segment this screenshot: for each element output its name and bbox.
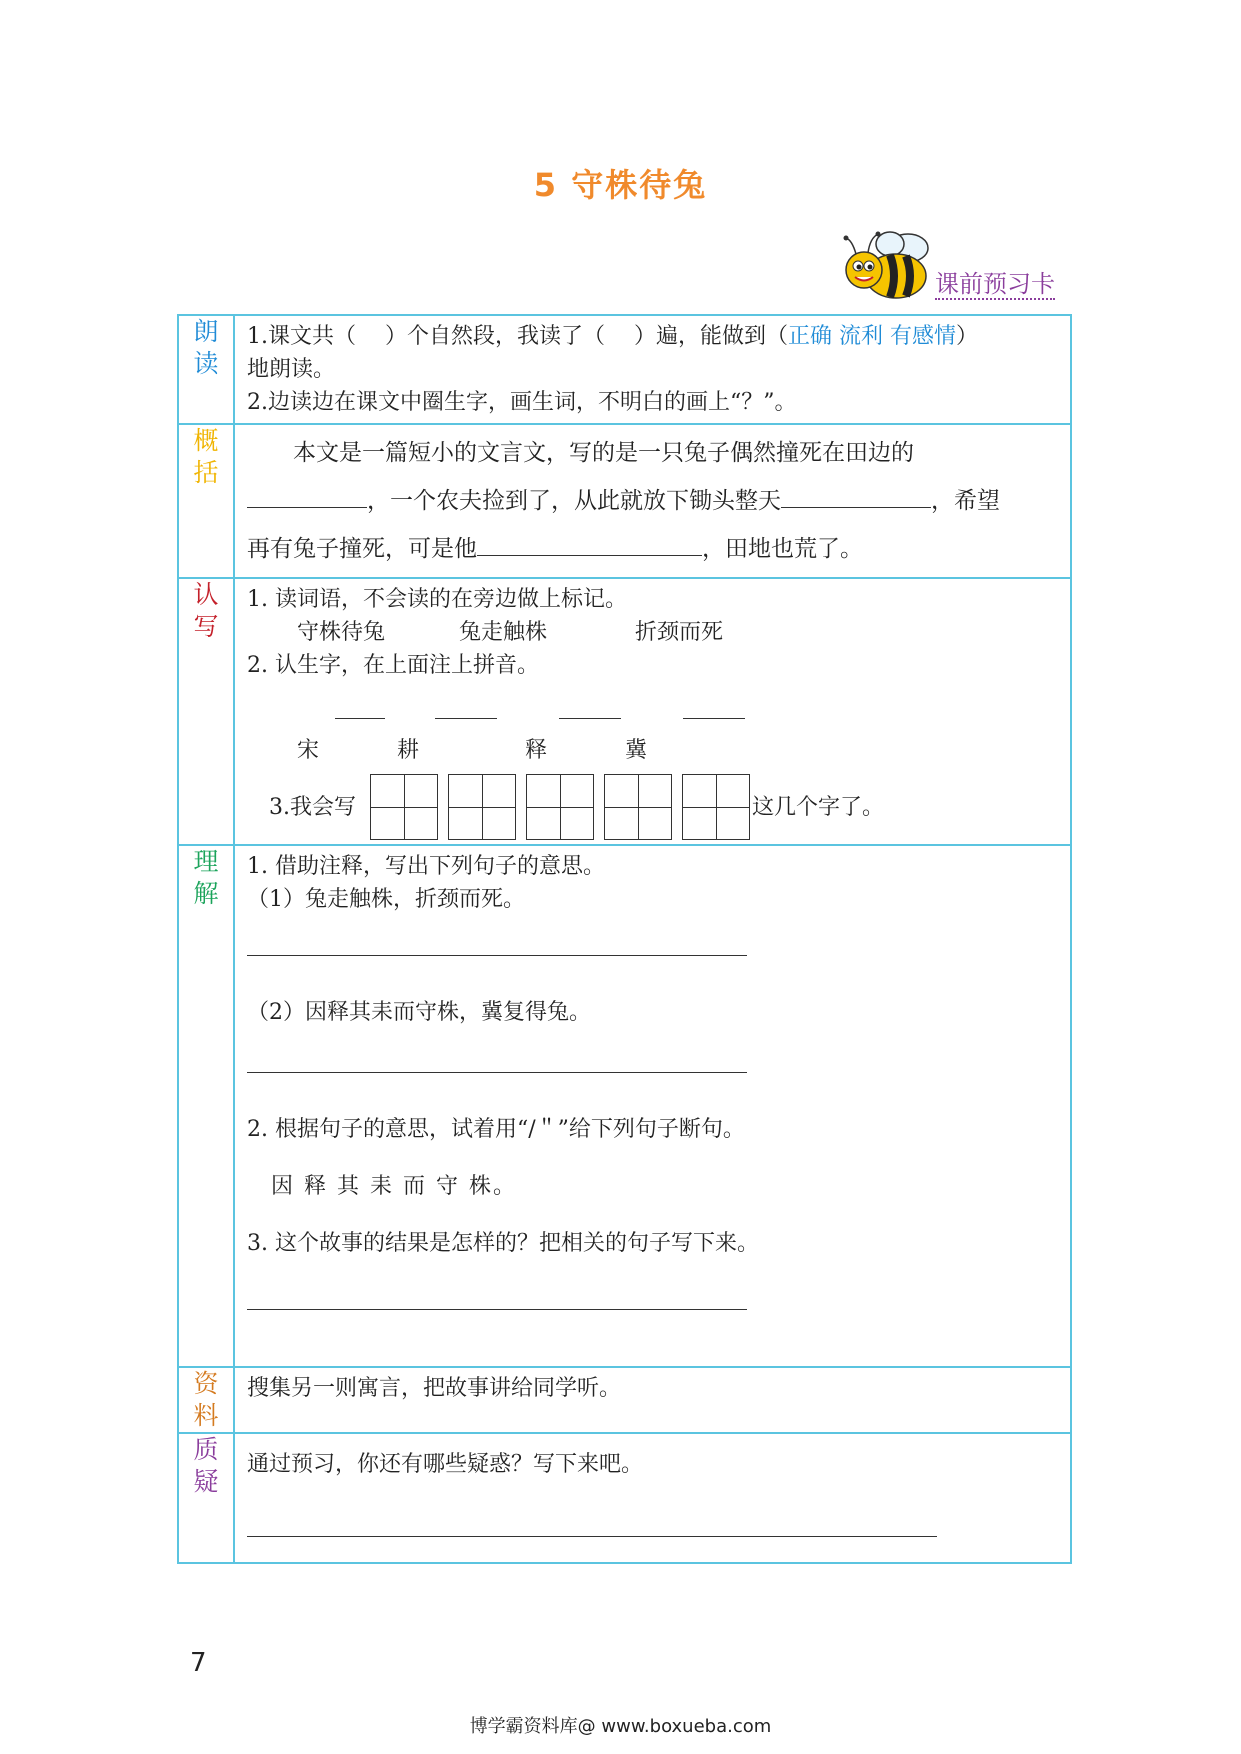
character: 耕 [397, 738, 420, 763]
answer-line[interactable] [247, 1308, 747, 1310]
page-number: 7 [190, 1648, 207, 1678]
writing-grid[interactable] [526, 774, 594, 840]
row-gaikuo [178, 424, 1071, 578]
label-ziliao: 资 料 [178, 1367, 234, 1433]
reading-options: 正确 流利 有感情 [787, 324, 956, 349]
pinyin-blank[interactable] [335, 696, 385, 719]
row-zhiyi [178, 1433, 1071, 1563]
character: 冀 [625, 738, 648, 763]
footer-watermark: 博学霸资料库@ www.boxueba.com [469, 1716, 772, 1737]
langdu-content: 1.课文共（ ）个自然段，我读了（ ）遍，能做到（正确 流利 有感情） 地朗读。 2.边读边在课文中圈生字，画生词，不明白的画上“？”。 [234, 315, 1071, 424]
writing-grid[interactable] [604, 774, 672, 840]
answer-line[interactable] [247, 1071, 747, 1073]
sentence-to-punctuate: 因 释 其 耒 而 守 株。 [271, 1174, 517, 1199]
answer-line[interactable] [247, 954, 747, 956]
lijie-content: 1. 借助注释，写出下列句子的意思。 （1）兔走触株，折颈而死。 （2）因释其耒而守株，冀复得兔。 2. 根据句子的意思，试着用“/＂”给下列句子断句。 因 释 其 耒 而 守 株。 3. 这个故事的结果是怎样的？把相关的句子写下来。 [234, 845, 1071, 1367]
ziliao-content: 搜集另一则寓言，把故事讲给同学听。 [234, 1367, 1071, 1433]
character: 释 [525, 738, 548, 763]
fill-blank[interactable] [477, 533, 702, 556]
zhiyi-content: 通过预习，你还有哪些疑惑？写下来吧。 [234, 1433, 1071, 1563]
label-zhiyi: 质 疑 [178, 1433, 234, 1563]
pinyin-blanks [247, 696, 1060, 726]
pinyin-blank[interactable] [683, 696, 745, 719]
page-title: 5 守株待兔 [533, 166, 708, 204]
word-item: 折颈而死 [635, 620, 724, 645]
preview-table [177, 314, 1072, 1564]
label-gaikuo: 概 括 [178, 424, 234, 578]
character: 宋 [297, 738, 320, 763]
label-langdu: 朗 读 [178, 315, 234, 424]
gaikuo-content: 本文是一篇短小的文言文，写的是一只兔子偶然撞死在田边的 ，一个农夫捡到了，从此就放下锄头整天 ，希望 再有兔子撞死，可是他 ，田地也荒了。 [234, 424, 1071, 578]
answer-line[interactable] [247, 1535, 937, 1537]
row-langdu [178, 315, 1071, 424]
writing-grid[interactable] [448, 774, 516, 840]
label-renxie: 认 写 [178, 578, 234, 845]
renxie-content: 1. 读词语，不会读的在旁边做上标记。 守株待兔 兔走触株 折颈而死 2. 认生字，在上面注上拼音。 宋 耕 释 冀 3.我会写 这几个字了。 [234, 578, 1071, 845]
word-list [247, 616, 1060, 649]
fill-blank[interactable] [247, 485, 367, 508]
word-item: 兔走触株 [459, 620, 548, 645]
fill-blank[interactable] [781, 485, 931, 508]
pinyin-blank[interactable] [559, 696, 621, 719]
writing-grid[interactable] [682, 774, 750, 840]
row-ziliao [178, 1367, 1071, 1433]
writing-grid[interactable] [370, 774, 438, 840]
label-lijie: 理 解 [178, 845, 234, 1367]
pinyin-blank[interactable] [435, 696, 497, 719]
new-characters [247, 734, 1060, 774]
row-renxie [178, 578, 1071, 845]
row-lijie [178, 845, 1071, 1367]
word-item: 守株待兔 [297, 620, 386, 645]
preview-card-badge: 课前预习卡 [935, 270, 1055, 298]
